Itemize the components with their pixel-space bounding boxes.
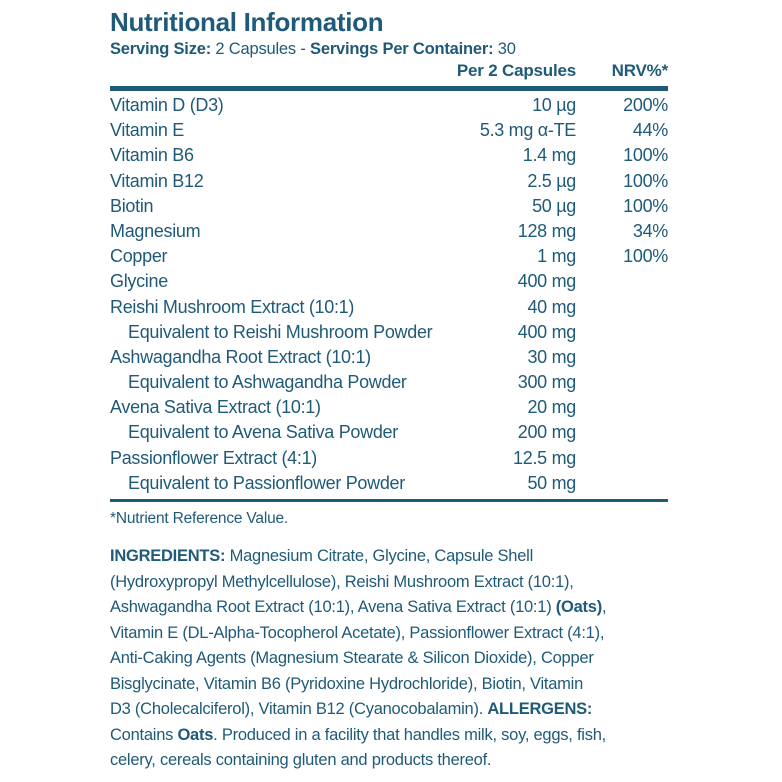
nutrient-amount: 5.3 mg α-TE: [479, 120, 576, 141]
table-row: [110, 320, 668, 345]
ingredients-line-3: [110, 595, 668, 621]
panel-title: Nutritional Information: [110, 7, 384, 37]
nutrient-nrv: 100%: [623, 170, 668, 191]
nutrient-nrv: 34%: [632, 220, 668, 241]
table-row: [110, 169, 668, 194]
serving-size-label: Serving Size:: [110, 40, 212, 58]
nutrient-name: Ashwagandha Root Extract (10:1): [110, 346, 371, 367]
nutrient-name: Equivalent to Avena Sativa Powder: [128, 422, 398, 443]
nutrient-amount: 12.5 mg: [513, 447, 576, 468]
nutrient-name: Vitamin B6: [110, 145, 194, 166]
nutrient-name: Vitamin B12: [110, 170, 204, 191]
table-row: [110, 244, 668, 269]
ingredients-line-6: Bisglycinate, Vitamin B6 (Pyridoxine Hydrochloride), Biotin, Vitamin: [110, 674, 584, 693]
serving-info: [110, 38, 668, 60]
nutrient-name: Passionflower Extract (4:1): [110, 447, 317, 468]
column-header-nrv: NRV%*: [611, 61, 668, 80]
oats-allergen: (Oats): [555, 598, 602, 616]
nutrient-name: Equivalent to Passionflower Powder: [128, 472, 405, 493]
serving-size-value: 2 Capsules -: [211, 40, 311, 58]
ingredients-line-1: [110, 544, 668, 570]
nutrient-amount: 128 mg: [517, 220, 576, 241]
nutrient-name: Equivalent to Ashwagandha Powder: [128, 372, 407, 393]
table-row: [110, 420, 668, 445]
table-row: [110, 194, 668, 219]
ingredients-line-2: (Hydroxypropyl Methylcellulose), Reishi Mushroom Extract (10:1),: [110, 572, 574, 591]
nutrient-amount: 30 mg: [527, 346, 576, 367]
nutrient-nrv: 200%: [623, 95, 668, 115]
column-header: [110, 60, 668, 91]
nutrient-amount: 1 mg: [537, 246, 576, 267]
ingredients-line-5: Anti-Caking Agents (Magnesium Stearate & Silicon Dioxide), Copper: [110, 649, 594, 667]
column-header-amount: Per 2 Capsules: [456, 61, 576, 80]
nutrient-amount: 2.5 µg: [527, 170, 576, 191]
nutrient-amount: 50 µg: [532, 195, 576, 216]
table-row: [110, 118, 668, 143]
ingredients-text: Magnesium Citrate, Glycine, Capsule Shell: [225, 547, 533, 565]
nutrient-name: Glycine: [110, 271, 168, 292]
ingredients-label: INGREDIENTS:: [110, 547, 226, 565]
nutrient-amount: 200 mg: [517, 422, 576, 443]
ingredients-block: [110, 544, 668, 774]
nutrient-amount: 300 mg: [517, 372, 576, 393]
nutrient-nrv: 44%: [632, 120, 668, 141]
table-row: [110, 345, 668, 370]
nutrition-panel: [110, 6, 668, 774]
ingredients-text: . Produced in a facility that handles milk, soy, eggs, fish,: [213, 725, 606, 744]
nutrient-amount: 1.4 mg: [522, 145, 576, 166]
ingredients-line-4: Vitamin E (DL-Alpha-Tocopherol Acetate), Passionflower Extract (4:1),: [110, 623, 605, 642]
nutrient-name: Vitamin D (D3): [110, 95, 224, 115]
nutrient-amount: 400 mg: [517, 271, 576, 292]
table-row: [110, 446, 668, 471]
ingredients-line-9: celery, cereals containing gluten and products thereof.: [110, 751, 492, 769]
nutrient-amount: 10 µg: [532, 95, 576, 115]
ingredients-text: Contains: [110, 725, 178, 744]
footnote: *Nutrient Reference Value.: [110, 510, 289, 527]
nutrient-name: Vitamin E: [110, 120, 185, 141]
table-row: [110, 395, 668, 420]
nutrient-name: Reishi Mushroom Extract (10:1): [110, 296, 355, 317]
nutrient-nrv: 100%: [623, 145, 668, 166]
servings-value: 30: [493, 40, 516, 58]
nutrient-table: [110, 91, 668, 502]
ingredients-text: ,: [601, 598, 607, 616]
ingredients-text: D3 (Cholecalciferol), Vitamin B12 (Cyanocobalamin).: [110, 700, 488, 718]
nutrient-amount: 20 mg: [527, 397, 576, 418]
table-row: [110, 143, 668, 168]
nutrient-nrv: 100%: [623, 195, 668, 216]
ingredients-text: Ashwagandha Root Extract (10:1), Avena Sativa Extract (10:1): [110, 598, 556, 616]
nutrient-amount: 40 mg: [527, 296, 576, 317]
nutrient-name: Avena Sativa Extract (10:1): [110, 397, 321, 418]
table-row: [110, 219, 668, 244]
nutrient-nrv: 100%: [623, 246, 668, 267]
servings-label: Servings Per Container:: [310, 40, 494, 58]
ingredients-line-8: [110, 723, 668, 749]
table-row: [110, 370, 668, 395]
nutrient-amount: 50 mg: [527, 472, 576, 493]
table-row: [110, 471, 668, 496]
oats-allergen: Oats: [177, 725, 214, 744]
nutrient-amount: 400 mg: [517, 321, 576, 342]
table-row: [110, 269, 668, 294]
allergens-label: ALLERGENS:: [487, 700, 593, 718]
ingredients-line-7: [110, 697, 668, 723]
nutrient-name: Magnesium: [110, 220, 201, 241]
nutrient-name: Copper: [110, 246, 168, 267]
table-row: [110, 93, 668, 118]
nutrient-name: Biotin: [110, 195, 154, 216]
table-row: [110, 295, 668, 320]
nutrient-name: Equivalent to Reishi Mushroom Powder: [128, 321, 433, 342]
